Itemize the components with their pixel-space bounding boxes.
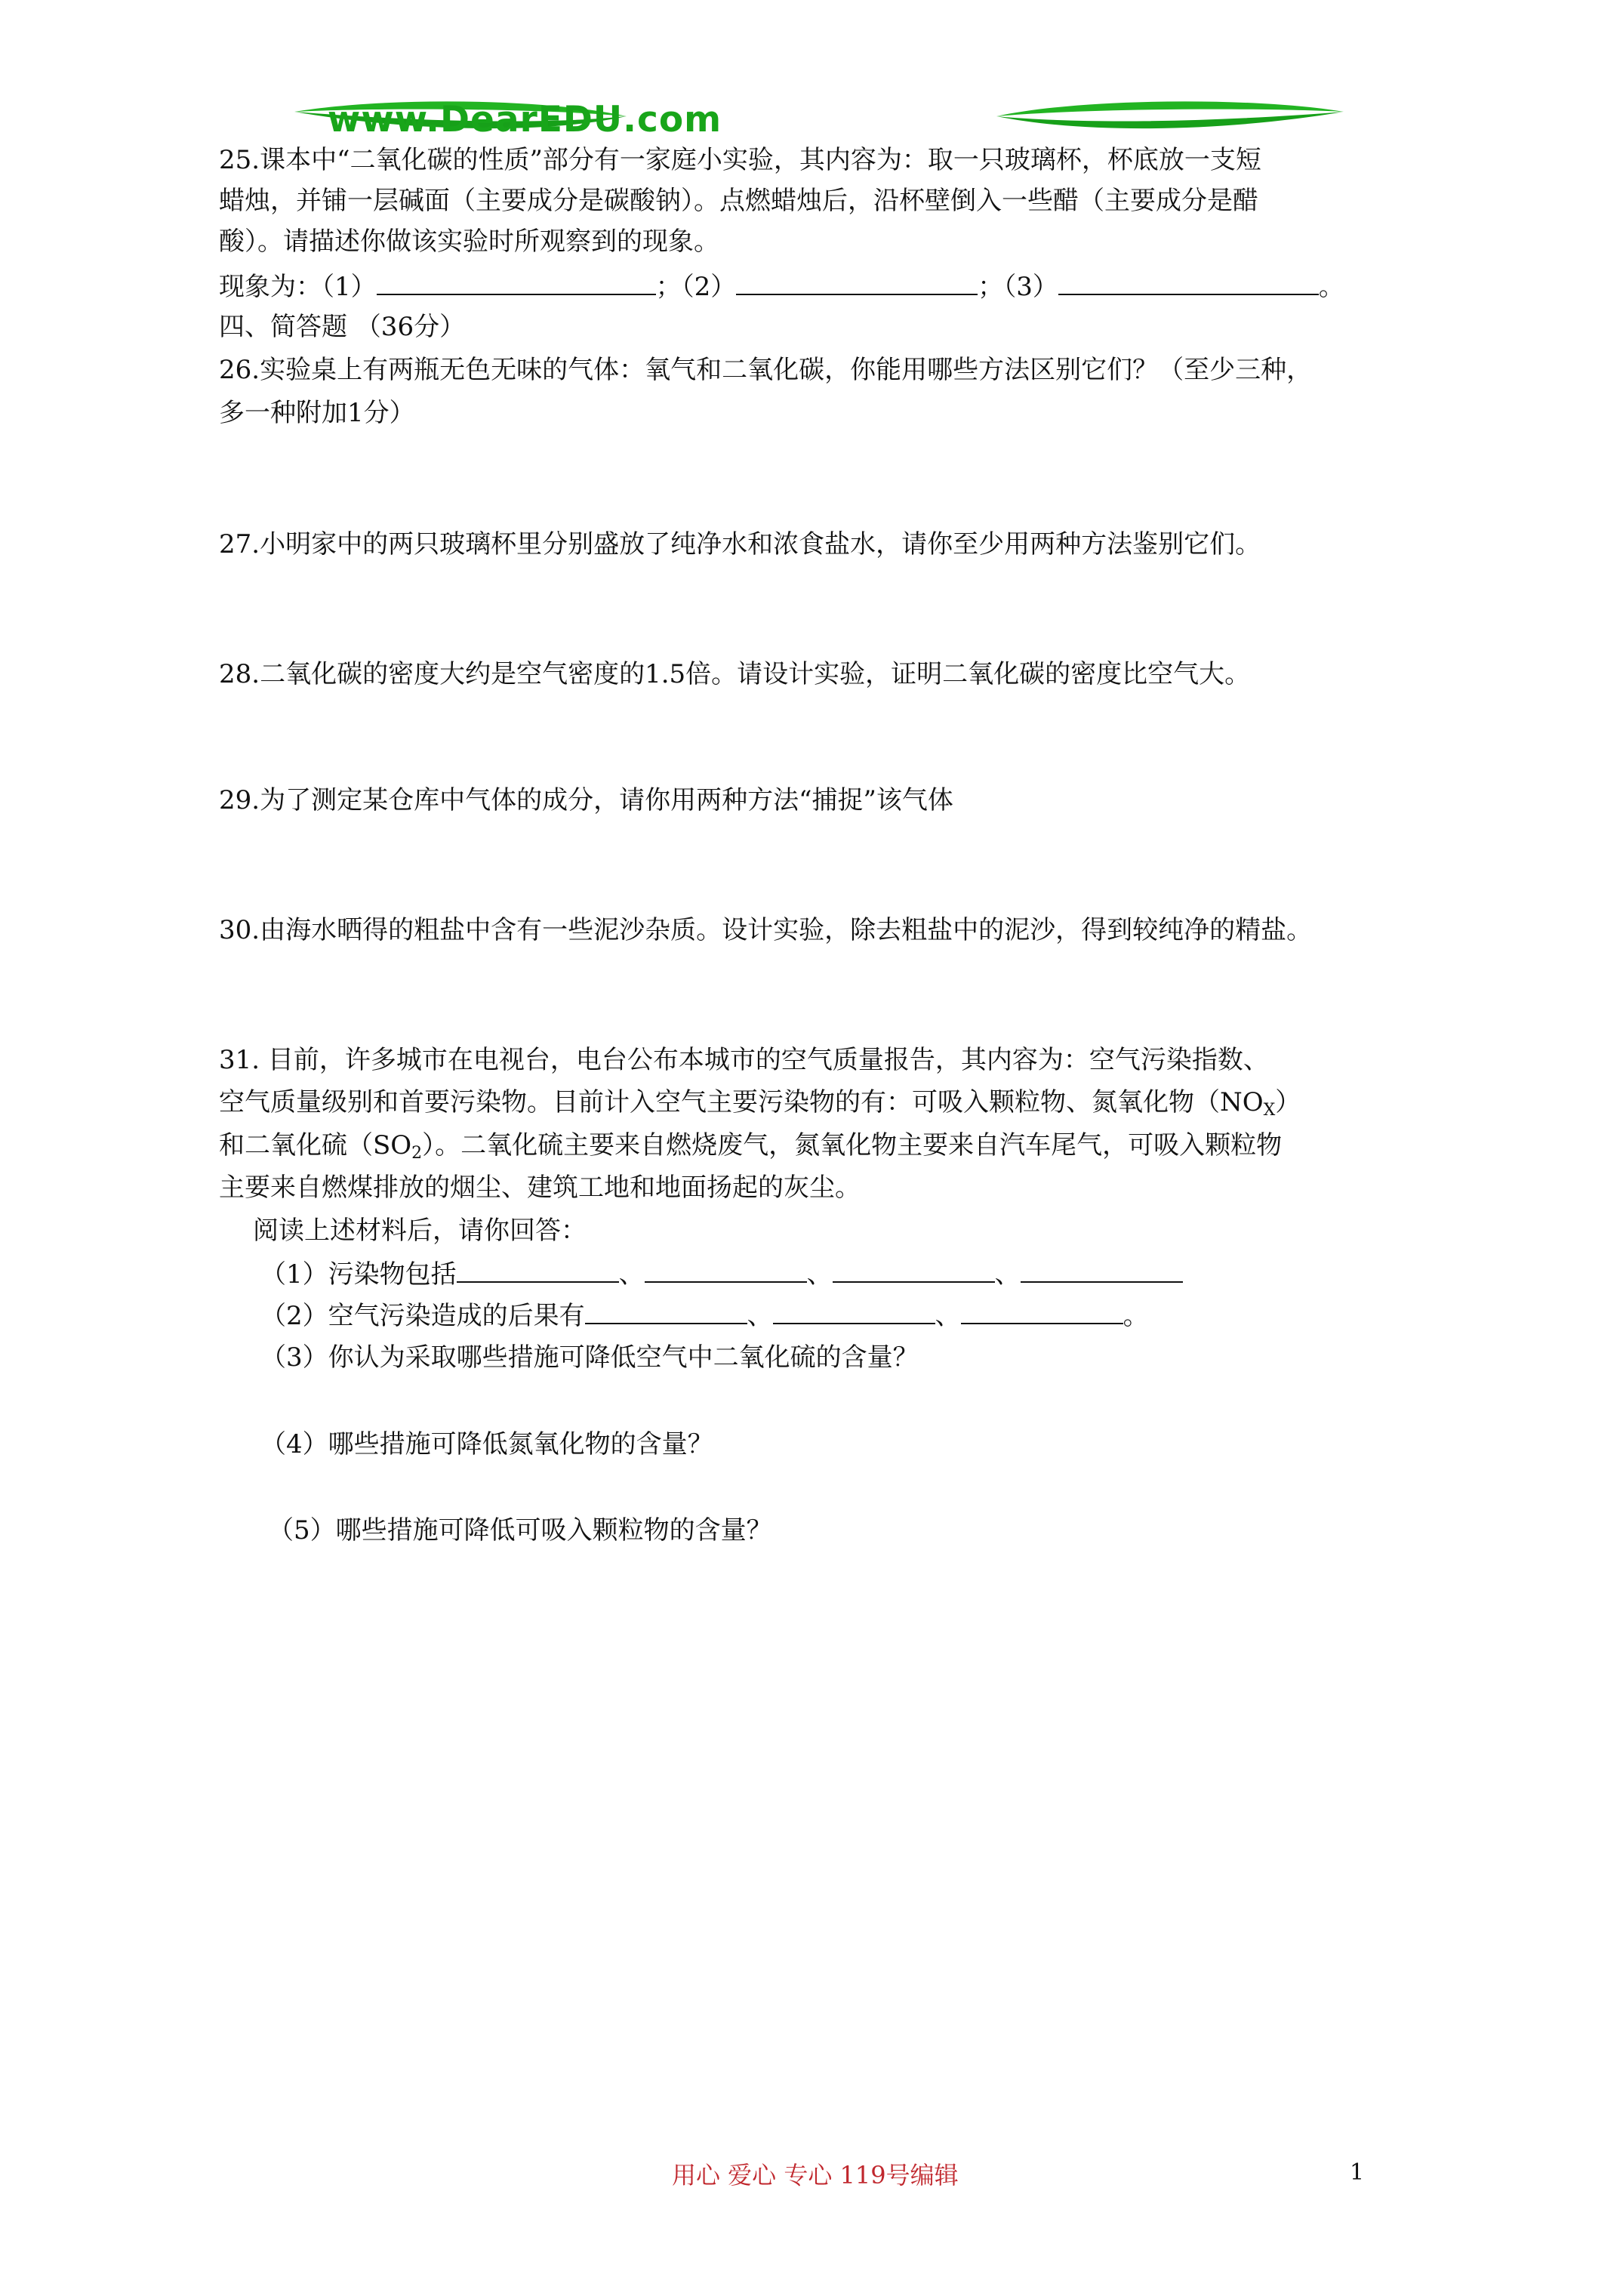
answer-prefix: 现象为：（1） — [219, 272, 377, 302]
q31-line-3-text-b: ）。二氧化硫主要来自燃烧废气，氮氧化物主要来自汽车尾气，可吸入颗粒物 — [422, 1130, 1283, 1160]
sub1-prefix: （1）污染物包括 — [260, 1259, 457, 1290]
pollutant-blank-1[interactable] — [457, 1259, 619, 1283]
q31-line-3 — [219, 1130, 1283, 1163]
footer-text: 用心 爱心 专心 119号编辑 — [672, 2161, 959, 2190]
q30-text: 30.由海水晒得的粗盐中含有一些泥沙杂质。设计实验，除去粗盐中的泥沙，得到较纯净的精盐。 — [219, 915, 1313, 945]
q31-sub-3: （3）你认为采取哪些措施可降低空气中二氧化硫的含量？ — [260, 1342, 919, 1373]
separator-2: ；（2） — [655, 272, 737, 302]
so2-subscript: 2 — [411, 1144, 423, 1163]
q29-text: 29.为了测定某仓库中气体的成分，请你用两种方法“捕捉”该气体 — [219, 785, 953, 815]
pollutant-blank-2[interactable] — [645, 1259, 807, 1283]
separator: 、 — [618, 1259, 645, 1290]
pollutant-blank-3[interactable] — [833, 1259, 995, 1283]
q31-line-3-text-a: 和二氧化硫（SO — [219, 1130, 412, 1160]
q31-sub-4: （4）哪些措施可降低氮氧化物的含量？ — [260, 1429, 713, 1459]
q25-answer-line — [219, 271, 1344, 302]
sub2-prefix: （2）空气污染造成的后果有 — [260, 1301, 585, 1331]
q31-line-2-text: 空气质量级别和首要污染物。目前计入空气主要污染物的有：可吸入颗粒物、氮氧化物（NO — [219, 1087, 1264, 1117]
page-number: 1 — [1350, 2159, 1365, 2186]
answer-blank-2[interactable] — [736, 271, 978, 295]
section-title: 四、简答题 （36分） — [219, 312, 466, 342]
q31-sub-5: （5）哪些措施可降低可吸入颗粒物的含量？ — [268, 1515, 772, 1546]
answer-blank-3[interactable] — [1058, 271, 1319, 295]
q31-line-2 — [219, 1087, 1301, 1120]
separator-3: ；（3） — [978, 272, 1058, 302]
q27-text: 27.小明家中的两只玻璃杯里分别盛放了纯净水和浓食盐水，请你至少用两种方法鉴别它们。 — [219, 529, 1261, 559]
q25-line-3: 酸）。请描述你做该实验时所观察到的现象。 — [219, 227, 719, 257]
line-end: 。 — [1318, 272, 1344, 302]
line-end: 。 — [1123, 1301, 1149, 1331]
separator: 、 — [806, 1259, 833, 1290]
q28-text: 28.二氧化碳的密度大约是空气密度的1.5倍。请设计实验，证明二氧化碳的密度比空气大。 — [219, 659, 1251, 689]
q26-line-2: 多一种附加1分） — [219, 398, 415, 428]
nox-subscript: X — [1263, 1101, 1276, 1120]
q31-line-4: 主要来自燃煤排放的烟尘、建筑工地和地面扬起的灰尘。 — [219, 1173, 861, 1203]
separator: 、 — [994, 1259, 1021, 1290]
q25-line-1: 25.课本中“二氧化碳的性质”部分有一家庭小实验，其内容为：取一只玻璃杯，杯底放一支短 — [219, 145, 1261, 175]
q26-line-1: 26.实验桌上有两瓶无色无味的气体：氧气和二氧化碳，你能用哪些方法区别它们？（至少三种， — [219, 355, 1313, 385]
q31-line-5: 阅读上述材料后，请你回答： — [253, 1216, 587, 1246]
separator: 、 — [747, 1301, 773, 1331]
pollutant-blank-4[interactable] — [1021, 1259, 1183, 1283]
q31-line-1: 31. 目前，许多城市在电视台，电台公布本城市的空气质量报告，其内容为：空气污染指数、 — [219, 1045, 1269, 1075]
site-url: www.DearEDU.com — [327, 99, 722, 140]
consequence-blank-2[interactable] — [773, 1300, 935, 1324]
q31-sub-1 — [260, 1259, 1183, 1290]
consequence-blank-1[interactable] — [585, 1300, 747, 1324]
q31-sub-2 — [260, 1300, 1149, 1331]
close-paren: ） — [1275, 1087, 1301, 1117]
answer-blank-1[interactable] — [377, 271, 656, 295]
consequence-blank-3[interactable] — [961, 1300, 1123, 1324]
q25-line-2: 蜡烛，并铺一层碱面（主要成分是碳酸钠）。点燃蜡烛后，沿杯壁倒入一些醋（主要成分是醋 — [219, 186, 1258, 216]
separator: 、 — [935, 1301, 961, 1331]
